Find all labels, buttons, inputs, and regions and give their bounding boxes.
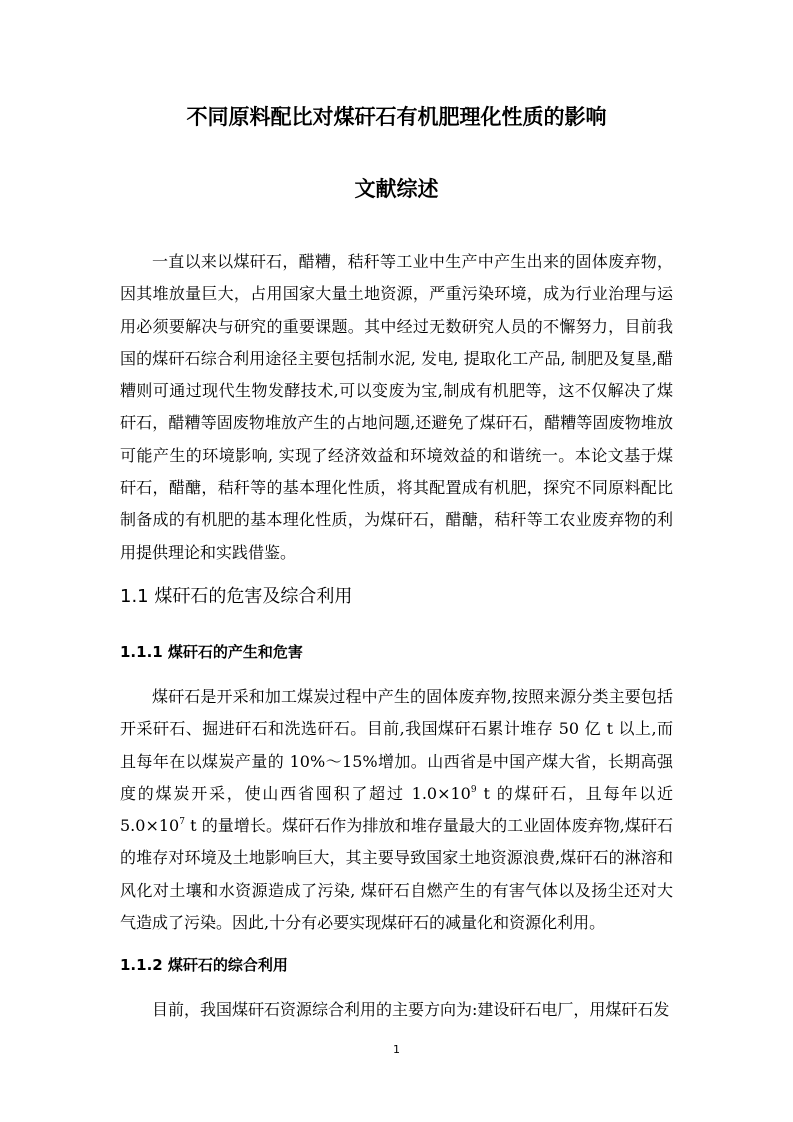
paragraph-1-1-1-part3: t 的量增长。煤矸石作为排放和堆存量最大的工业固体废弃物,煤矸石的堆存对环境及土地影响巨大，其主要导致国家土地资源浪费,煤矸石的淋溶和风化对土壤和水资源造成了污染, 煤矸石自燃产生的有害气体以及扬尘还对大气造成了污染。因此,十分有必要实现煤矸石的减量化和资源化利用。 (120, 816, 673, 933)
page-number: 1 (393, 1043, 400, 1056)
paragraph-1-1-1-part1: 煤矸石是开采和加工煤炭过程中产生的固体废弃物,按照来源分类主要包括开采矸石、掘进矸石和洗选矸石。目前,我国煤矸石累计堆存 50 亿 t 以上,而且每年在以煤炭产量的 10%～15%增加。山西省是中国产煤大省，长期高强度的煤炭开采，使山西省囤积了超过 1.0×10 (120, 687, 673, 803)
paragraph-1-1-2: 目前，我国煤矸石资源综合利用的主要方向为:建设矸石电厂，用煤矸石发 (152, 1000, 670, 1019)
paragraph-1-1-1 (120, 681, 673, 939)
document-title: 不同原料配比对煤矸石有机肥理化性质的影响 (186, 105, 607, 129)
subsection-heading-1-1-1: 1.1.1 煤矸石的产生和危害 (120, 643, 303, 661)
document-subtitle: 文献综述 (354, 177, 439, 201)
subsection-heading-1-1-2: 1.1.2 煤矸石的综合利用 (120, 956, 288, 974)
exponent-9: 9 (470, 784, 477, 795)
intro-paragraph: 一直以来以煤矸石，醋糟，秸秆等工业中生产中产生出来的固体废弃物，因其堆放量巨大，占用国家大量土地资源，严重污染环境，成为行业治理与运用必须要解决与研究的重要课题。其中经过无数研究人员的不懈努力，目前我国的煤矸石综合利用途径主要包括制水泥, 发电, 提取化工产品, 制肥及复垦,醋糟则可通过现代生物发酵技术,可以变废为宝,制成有机肥等，这不仅解决了煤矸石，醋糟等固废物堆放产生的占地问题,还避免了煤矸石，醋糟等固废物堆放可能产生的环境影响, 实现了经济效益和环境效益的和谐统一。本论文基于煤矸石，醋醣，秸秆等的基本理化性质，将其配置成有机肥，探究不同原料配比制备成的有机肥的基本理化性质，为煤矸石，醋醣，秸秆等工农业废弃物的利用提供理论和实践借鉴。 (120, 252, 673, 562)
exponent-7: 7 (179, 817, 185, 828)
paragraph-1-1-1-part2: t 的煤矸石，且每年以近 5.0×10 (120, 783, 673, 836)
section-heading-1-1: 1.1 煤矸石的危害及综合利用 (120, 586, 353, 607)
